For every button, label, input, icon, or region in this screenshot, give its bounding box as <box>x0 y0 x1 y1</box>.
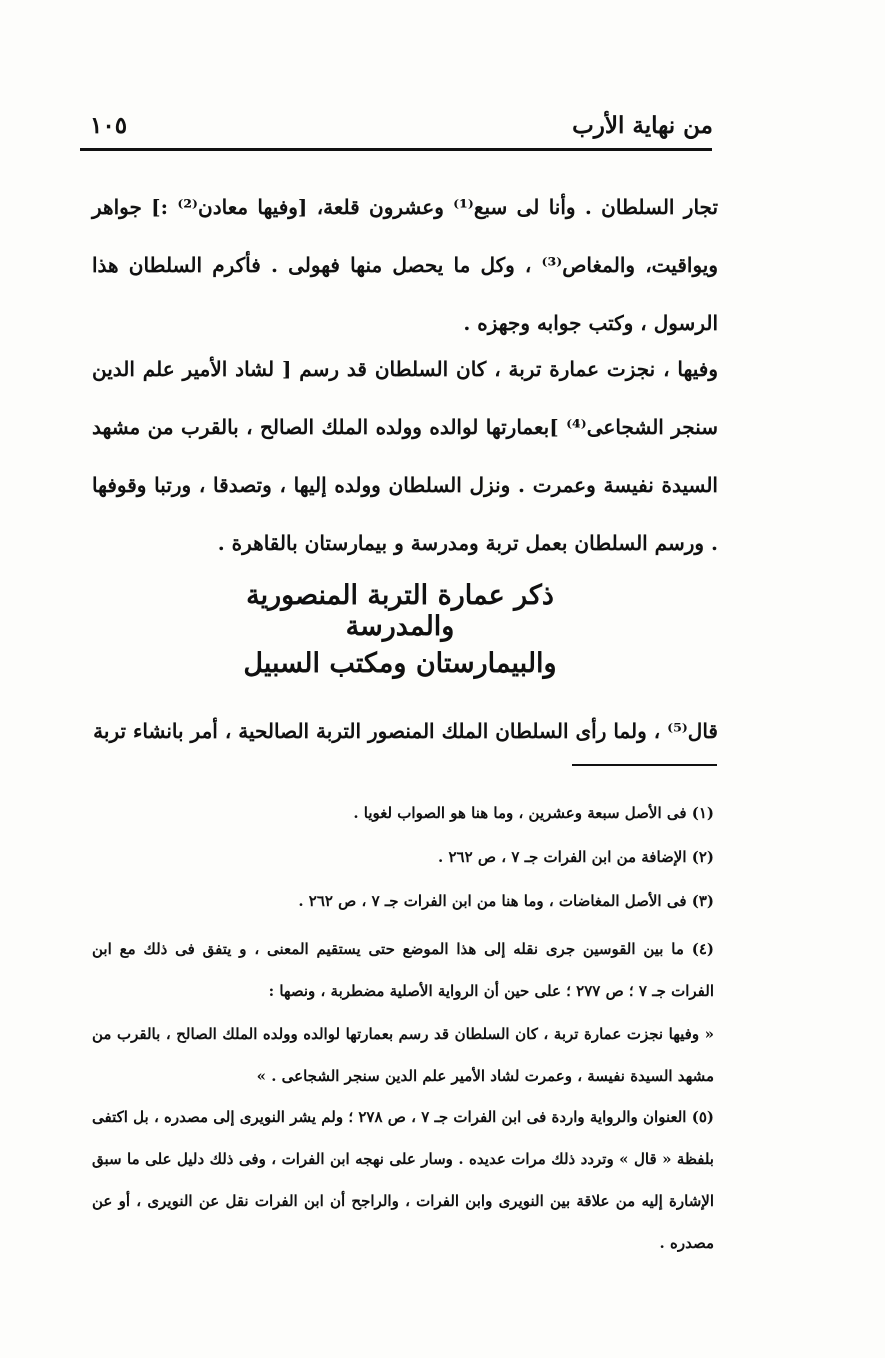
paragraph-envoy: تجار السلطان . وأنا لى سبع⁽¹⁾ وعشرون قلعة، [وفيها معادن⁽²⁾ :] جواهر ويواقيت، والمغاص⁽³⁾ ، وكل ما يحصل منها فهولى . فأكرم السلطان هذا الرسول ، وكتب جوابه وجهزه . <box>92 195 719 335</box>
footnote-3: (٣) فى الأصل المغاضات ، وما هنا من ابن الفرات جـ ٧ ، ص ٢٦٢ . <box>298 892 714 910</box>
header-rule <box>80 148 712 151</box>
footnote-5: (٥) العنوان والرواية واردة فى ابن الفرات جـ ٧ ، ص ٢٧٨ ؛ ولم يشر النويرى إلى مصدره ، بل اكتفى بلفظة « قال » وتردد ذلك مرات عديده . وسار على نهجه ابن الفرات ، وفى ذلك دليل على ما سبق الإشارة إليه من علاقة بين النويرى وابن الفرات ، والراجح أن ابن الفرات نقل عن النويرى ، أو عن مصدره . <box>92 1108 714 1252</box>
footnote-separator <box>572 764 717 766</box>
footnote-4-quotation: « وفيها نجزت عمارة تربة ، كان السلطان قد رسم بعمارتها لوالده وولده الملك الصالح ، بالقرب من مشهد السيدة نفيسة ، وعمرت لشاد الأمير علم الدين سنجر الشجاعى . » <box>92 1025 714 1085</box>
paragraph-mansuri-tomb: قال⁽⁵⁾ ، ولما رأى السلطان الملك المنصور التربة الصالحية ، أمر بانشاء تربة <box>93 719 718 743</box>
footnote-2: (٢) الإضافة من ابن الفرات جـ ٧ ، ص ٢٦٢ . <box>438 848 714 866</box>
paragraph-tomb: وفيها ، نجزت عمارة تربة ، كان السلطان قد رسم [ لشاد الأمير علم الدين سنجر الشجاعى⁽⁴⁾ ]بعمارتها لوالده وولده الملك الصالح ، بالقرب من مشهد السيدة نفيسة وعمرت . ونزل السلطان وولده إليها ، وتصدقا ، ورتبا وقوفها . ورسم السلطان بعمل تربة ومدرسة و بيمارستان بالقاهرة . <box>92 357 718 555</box>
page-number: ١٠٥ <box>90 112 128 139</box>
running-header <box>80 112 713 148</box>
footnote-4: (٤) ما بين القوسين جرى نقله إلى هذا الموضع حتى يستقيم المعنى ، و يتفق فى ذلك مع ابن الفرات جـ ٧ ؛ ص ٢٧٧ ؛ على حين أن الرواية الأصلية مضطربة ، ونصها : <box>92 940 714 1000</box>
footnote-1: (١) فى الأصل سبعة وعشرين ، وما هنا هو الصواب لغويا . <box>353 804 714 822</box>
running-title: من نهاية الأرب <box>572 112 713 139</box>
section-heading-line-1: ذكر عمارة التربة المنصورية والمدرسة <box>246 580 554 642</box>
section-heading-line-2: والبيمارستان ومكتب السبيل <box>243 648 557 679</box>
